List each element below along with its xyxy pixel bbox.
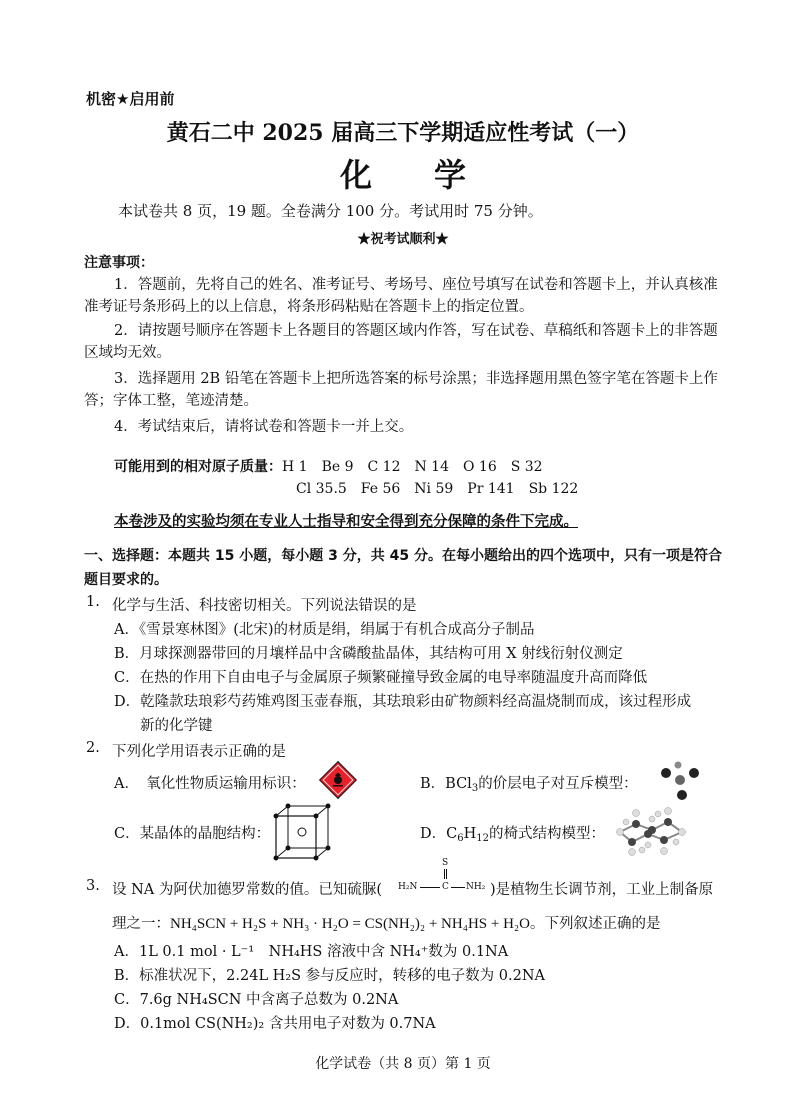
q2-number: 2. [86, 740, 100, 756]
atomic-mass-line-2: Cl 35.5 Fe 56 Ni 59 Pr 141 Sb 122 [296, 481, 579, 497]
q2-option-a: A． 氧化性物质运输用标识： [114, 776, 306, 792]
q3-option-b: B．标准状况下，2.24L H₂S 参与反应时，转移的电子数为 0.2NA [114, 968, 546, 984]
q3-number: 3. [86, 878, 100, 894]
good-luck-line: ★祝考试顺利★ [357, 232, 449, 247]
page-footer: 化学试卷（共 8 页）第 1 页 [315, 1056, 491, 1072]
exam-info: 本试卷共 8 页，19 题。全卷满分 100 分。考试用时 75 分钟。 [118, 202, 543, 220]
atomic-mass-line-1: 可能用到的相对原子质量：H 1 Be 9 C 12 N 14 O 16 S 32 [114, 459, 543, 475]
exam-title: 黄石二中 2025 届高三下学期适应性考试（一） [166, 120, 640, 146]
note-item-2: 2．请按题号顺序在答题卡上各题目的答题区域内作答，写在试卷、草稿纸和答题卡上的非答题区域均无效。 [84, 323, 718, 361]
q3-option-c: C．7.6g NH₄SCN 中含离子总数为 0.2NA [114, 992, 399, 1008]
q3-stem-part1: 设 NA 为阿伏加德罗常数的值。已知硫脲( [112, 882, 383, 898]
subject-title: 化学 [339, 156, 528, 194]
q1-option-d-cont: 新的化学键 [140, 718, 213, 734]
safety-note: 本卷涉及的实验均须在专业人士指导和安全得到充分保障的条件下完成。 [114, 514, 578, 530]
q3-option-a: A．1L 0.1 mol · L⁻¹ NH₄HS 溶液中含 NH₄⁺数为 0.1NA [114, 944, 509, 960]
preparation-equation: NH₄SCN + H₂S + NH₃ · H₂O = CS(NH₂)₂ + NH₄HS + H₂O [170, 916, 530, 932]
thiourea-structure: S H₂N C NH₂ [398, 858, 486, 892]
note-item-4: 4．考试结束后，请将试卷和答题卡一并上交。 [114, 419, 414, 435]
confidential-mark: 机密★启用前 [86, 90, 175, 108]
q1-option-b: B．月球探测器带回的月壤样品中含磷酸盐晶体，其结构可用 X 射线衍射仪测定 [114, 646, 623, 662]
q3-stem-part2: )是植物生长调节剂，工业上制备原 [490, 882, 714, 898]
q1-option-a: A．《雪景寒林图》(北宋)的材质是绢，绢属于有机合成高分子制品 [114, 622, 535, 638]
oxidizer-hazard-icon [318, 760, 358, 800]
q3-stem-line2: 理之一：NH₄SCN + H₂S + NH₃ · H₂O = CS(NH₂)₂ + NH₄HS + H₂O。下列叙述正确的是 [112, 916, 661, 932]
q2-option-d: D．$C_6H_{12}$的椅式结构模型： [420, 826, 605, 844]
q1-number: 1. [86, 594, 100, 610]
note-item-3: 3．选择题用 2B 铅笔在答题卡上把所选答案的标号涂黑；非选择题用黑色签字笔在答题卡上作答；字体工整，笔迹清楚。 [84, 371, 718, 409]
q2-stem: 下列化学用语表示正确的是 [112, 744, 286, 760]
q1-option-c: C．在热的作用下自由电子与金属原子频繁碰撞导致金属的电导率随温度升高而降低 [114, 670, 648, 686]
q1-stem: 化学与生活、科技密切相关。下列说法错误的是 [112, 598, 417, 614]
q2-option-c: C．某晶体的晶胞结构： [114, 826, 271, 842]
cyclohexane-chair-model-icon [608, 806, 692, 856]
crystal-unit-cell-icon [270, 800, 334, 864]
note-item-1: 1．答题前，先将自己的姓名、准考证号、考场号、座位号填写在试卷和答题卡上，并认真核准准考证号条形码上的以上信息，将条形码粘贴在答题卡上的指定位置。 [84, 277, 718, 315]
q1-option-d: D．乾隆款珐琅彩芍药雉鸡图玉壶春瓶，其珐琅彩由矿物颜料经高温烧制而成，该过程形成 [114, 694, 692, 710]
bcl3-vsepr-model-icon [658, 758, 702, 802]
section-1-heading: 一、选择题：本题共 15 小题，每小题 3 分，共 45 分。在每小题给出的四个选项中，只有一项是符合题目要求的。 [84, 548, 722, 588]
notes-heading: 注意事项： [84, 255, 154, 271]
q2-option-b: B．BCl$_3$的价层电子对互斥模型： [420, 776, 638, 794]
q3-option-d: D．0.1mol CS(NH₂)₂ 含共用电子对数为 0.7NA [114, 1016, 436, 1032]
